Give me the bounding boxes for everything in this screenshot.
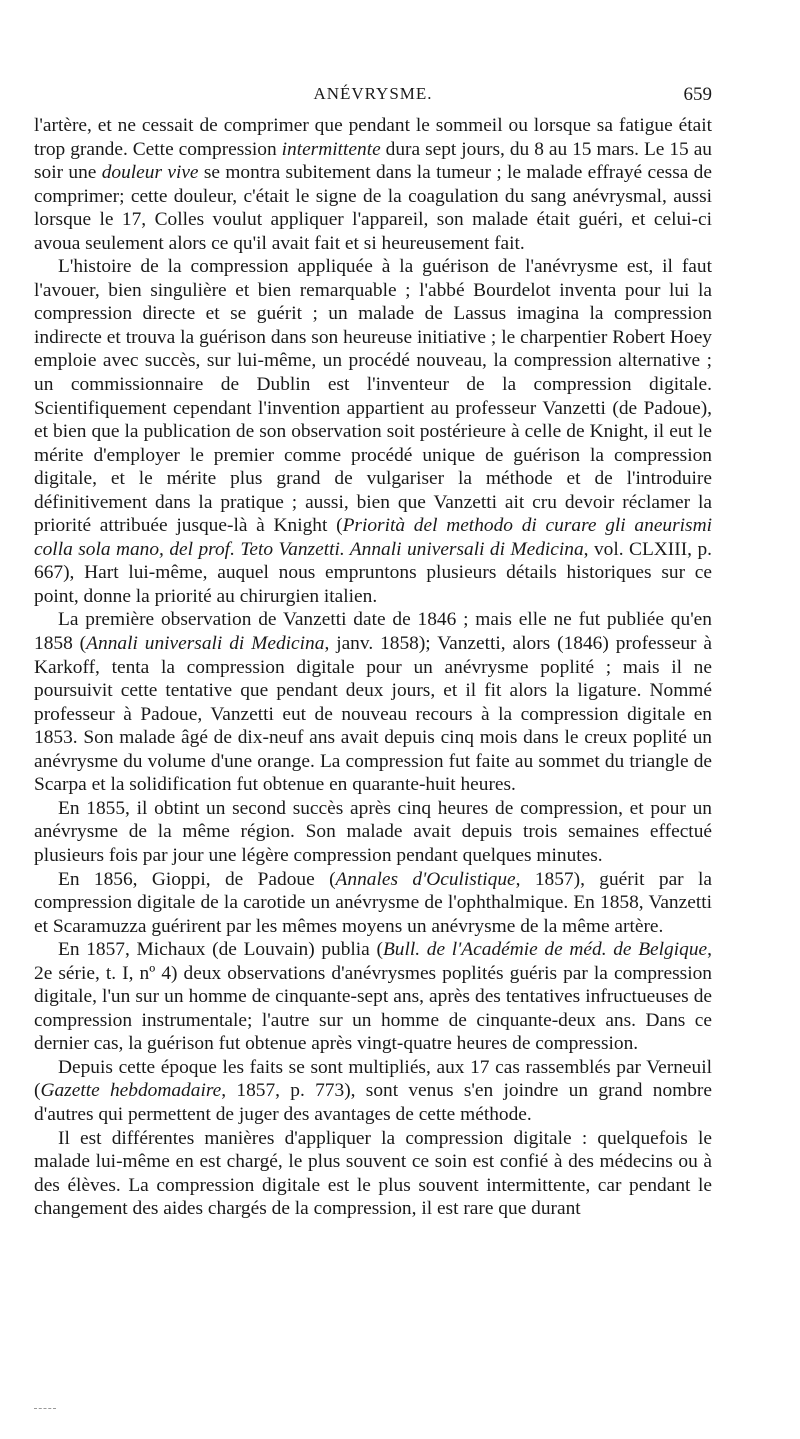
italic-citation: Gazette hebdomadaire xyxy=(40,1080,222,1102)
running-header xyxy=(34,84,712,110)
paragraph xyxy=(34,1127,712,1221)
text-run: En 1857, Michaux (de Louvain) publia ( xyxy=(58,939,383,961)
italic-citation: Annales d'Oculistique xyxy=(335,868,516,890)
text-run: L'histoire de la compression appliquée à la guérison de l'anévrysme est, il faut l'avouer, bien singulière et bien remarquable ; l'abbé Bourdelot inventa pour lui la compression directe et se guérit ; un malade de Lassus imagina la compression indirecte et trouva la guérison dans son heureuse initiative ; le charpentier Robert Hoey emploie avec succès, sur lui-même, un procédé nouveau, la compression alternative ; un commissionnaire de Dublin est l'inventeur de la compression digitale. Scientifiquement cependant l'invention appartient au professeur Vanzetti (de Padoue), et bien que la publication de son observation soit postérieure à celle de Knight, il eut le mérite d'employer le premier comme procédé unique de guérison la compression digitale, et le mérite plus grand de vulgariser la méthode et de l'introduire définitivement dans la pratique ; aussi, bien que Vanzetti ait cru devoir réclamer la priorité attribuée jusque-là à Knight ( xyxy=(34,256,712,537)
italic-citation: Bull. de l'Académie de méd. de Belgique xyxy=(382,939,708,961)
text-run: dura sept jours, du 8 au 15 mars. Le 15 au soir une xyxy=(34,138,712,184)
paragraph xyxy=(34,938,712,1056)
paragraph xyxy=(34,1056,712,1127)
body-text xyxy=(34,114,712,1221)
text-run: , vol. CLXIII, p. 667), Hart lui-même, auquel nous empruntons plusieurs détails historiques sur ce point, donne la priorité au chirurgien italien. xyxy=(34,538,712,607)
text-run: Il est différentes manières d'appliquer la compression digitale : quelquefois le malade lui-même en est chargé, le plus souvent ce soin est confié à des médecins ou à des élèves. La compression digitale est le plus souvent intermittente, car pendant le changement des aides chargés de la compression, il est rare que durant xyxy=(34,1127,712,1220)
italic-citation: douleur vive xyxy=(101,162,199,184)
text-run: En 1856, Gioppi, de Padoue ( xyxy=(58,868,336,890)
paragraph xyxy=(34,797,712,868)
italic-citation: Annali universali di Medicina xyxy=(86,633,325,655)
footer-rule xyxy=(34,1408,56,1410)
text-run: , 1857, p. 773), sont venus s'en joindre un grand nombre d'autres qui permettent de juger des avantages de cette méthode. xyxy=(34,1080,712,1125)
paragraph xyxy=(34,868,712,939)
italic-citation: intermittente xyxy=(281,138,381,160)
text-run: , 1857), guérit par la compression digitale de la carotide un anévrysme de l'ophthalmique. En 1858, Vanzetti et Scaramuzza guérirent par les mêmes moyens un anévrysme de la même artère. xyxy=(34,868,712,937)
text-run: , janv. 1858); Vanzetti, alors (1846) professeur à Karkoff, tenta la compression digitale pour un anévrysme poplité ; mais il ne poursuivit cette tentative que pendant deux jours, et il fit alors la ligature. Nommé professeur à Padoue, Vanzetti eut de nouveau recours à la compression digitale en 1853. Son malade âgé de dix-neuf ans avait depuis cinq mois dans le creux poplité un anévrysme du volume d'une orange. La compression fut faite au sommet du triangle de Scarpa et la solidification fut obtenue en quarante-huit heures. xyxy=(34,633,712,796)
paragraph xyxy=(34,608,712,796)
text-run: l'artère, et ne cessait de comprimer que pendant le sommeil ou lorsque sa fatigue était trop grande. Cette compression xyxy=(34,115,712,160)
page-number: 659 xyxy=(683,84,712,105)
text-run: se montra subitement dans la tumeur ; le malade effrayé cessa de comprimer; cette douleur, c'était le signe de la coagulation du sang anévrysmal, aussi lorsque le 17, Colles voulut appliquer l'appareil, son malade était guéri, et celui-ci avoua seulement alors ce qu'il avait fait et si heureusement fait. xyxy=(34,162,712,254)
paragraph xyxy=(34,114,712,255)
text-run: En 1855, il obtint un second succès après cinq heures de compression, et pour un anévrysme de la même région. Son malade avait depuis trois semaines effectué plusieurs fois par jour une légère compression pendant quelques minutes. xyxy=(34,797,712,866)
italic-citation: Priorità del methodo di curare gli aneurismi colla sola mano, del prof. Teto Vanzetti. Annali universali di Medicina xyxy=(34,515,712,560)
running-title: ANÉVRYSME. xyxy=(313,84,433,103)
text-run: Depuis cette époque les faits se sont multipliés, aux 17 cas rassemblés par Verneuil ( xyxy=(34,1056,712,1102)
paragraph xyxy=(34,255,712,608)
text-run: , 2e série, t. I, nº 4) deux observations d'anévrysmes poplités guéris par la compression digitale, l'un sur un homme de cinquante-sept ans, après des tentatives infructueuses de compression instrumentale; l'autre sur un homme de cinquante-deux ans. Dans ce dernier cas, la guérison fut obtenue après vingt-quatre heures de compression. xyxy=(34,939,712,1055)
text-run: La première observation de Vanzetti date de 1846 ; mais elle ne fut publiée qu'en 1858 ( xyxy=(34,609,712,655)
